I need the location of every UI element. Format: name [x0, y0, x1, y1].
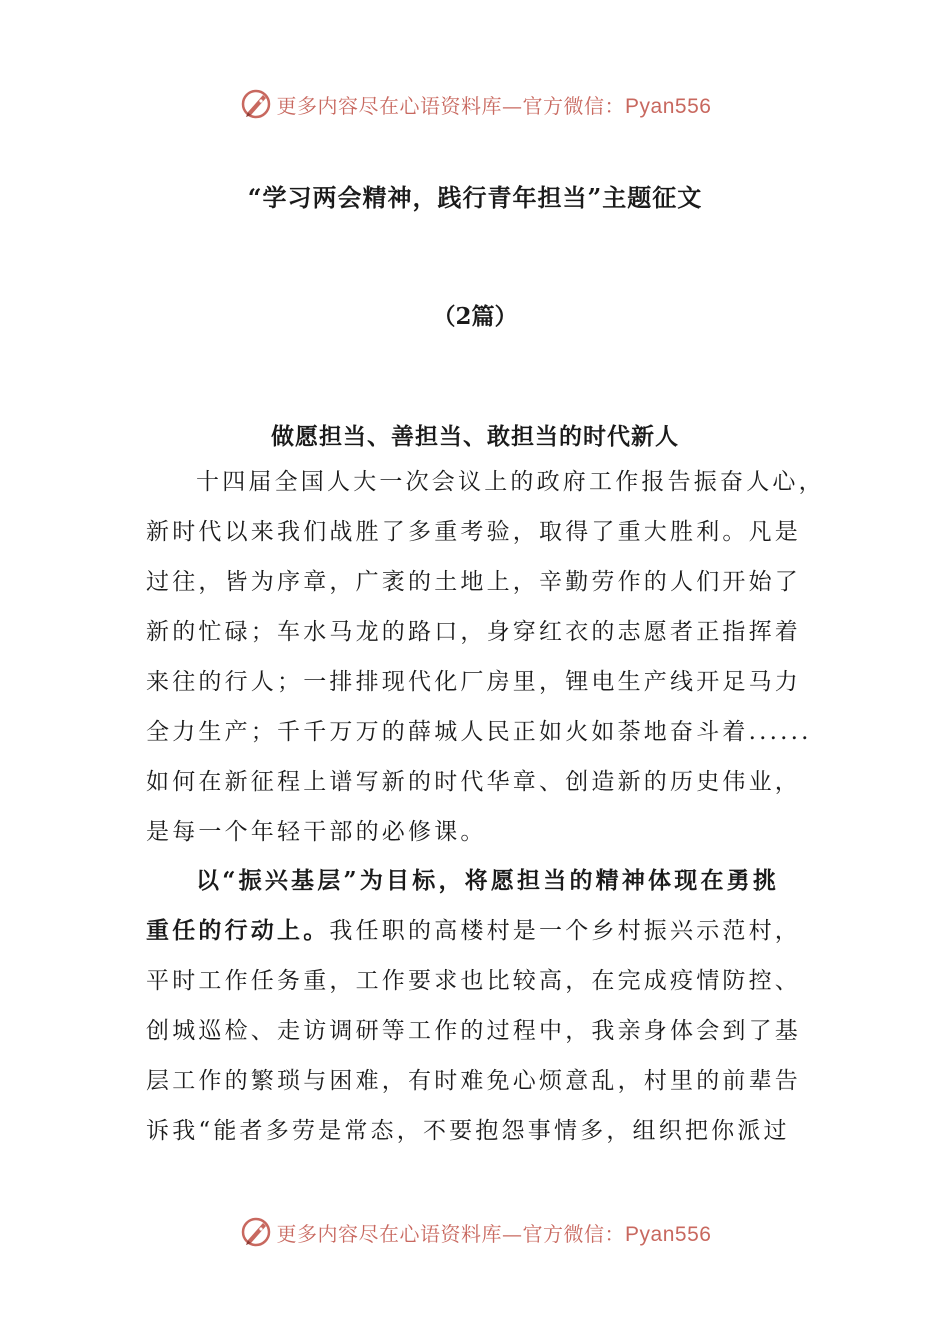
pen-logo-icon	[239, 1215, 273, 1249]
paragraph-line: 如何在新征程上谱写新的时代华章、创造新的历史伟业，	[146, 769, 801, 795]
paragraph-line: 诉我“能者多劳是常态，不要抱怨事情多，组织把你派过	[146, 1118, 790, 1144]
paragraph-line: 十四届全国人大一次会议上的政府工作报告振奋人心，	[196, 469, 825, 495]
paragraph-line: 平时工作任务重，工作要求也比较高，在完成疫情防控、	[146, 968, 801, 994]
section-heading-bold: 重任的行动上。	[146, 917, 330, 944]
paragraph-line: 全力生产；千千万万的薛城人民正如火如荼地奋斗着......	[146, 719, 812, 745]
paragraph-line: 来往的行人；一排排现代化厂房里，锂电生产线开足马力	[146, 669, 801, 695]
watermark-label: 更多内容尽在心语资料库—官方微信：	[276, 93, 626, 118]
watermark-text	[277, 1218, 712, 1247]
watermark-label: 更多内容尽在心语资料库—官方微信：	[276, 1221, 626, 1246]
paragraph-line: 创城巡检、走访调研等工作的过程中，我亲身体会到了基	[146, 1018, 801, 1044]
watermark-wechat-id: Pyan556	[625, 1222, 712, 1246]
paragraph-line: 层工作的繁琐与困难，有时难免心烦意乱，村里的前辈告	[146, 1068, 801, 1094]
footer-watermark	[0, 1212, 950, 1252]
watermark-text	[277, 90, 712, 119]
article-heading: 做愿担当、善担当、敢担当的时代新人	[271, 423, 679, 450]
paragraph-line: 过往，皆为序章，广袤的土地上，辛勤劳作的人们开始了	[146, 569, 801, 595]
paragraph-line	[146, 916, 801, 946]
section-heading-bold: 以“振兴基层”为目标，将愿担当的精神体现在勇挑	[196, 867, 780, 894]
paragraph-line: 新时代以来我们战胜了多重考验，取得了重大胜利。凡是	[146, 519, 801, 545]
pen-logo-icon	[239, 87, 273, 121]
paragraph-text: 我任职的高楼村是一个乡村振兴示范村，	[329, 918, 802, 944]
paragraph-line	[196, 866, 779, 896]
document-title: “学习两会精神，践行青年担当”主题征文	[247, 183, 703, 212]
paragraph-line: 新的忙碌；车水马龙的路口，身穿红衣的志愿者正指挥着	[146, 619, 801, 645]
watermark-wechat-id: Pyan556	[625, 94, 712, 118]
header-watermark	[0, 84, 950, 124]
paragraph-line: 是每一个年轻干部的必修课。	[146, 819, 487, 845]
document-subtitle: （2篇）	[432, 303, 518, 330]
